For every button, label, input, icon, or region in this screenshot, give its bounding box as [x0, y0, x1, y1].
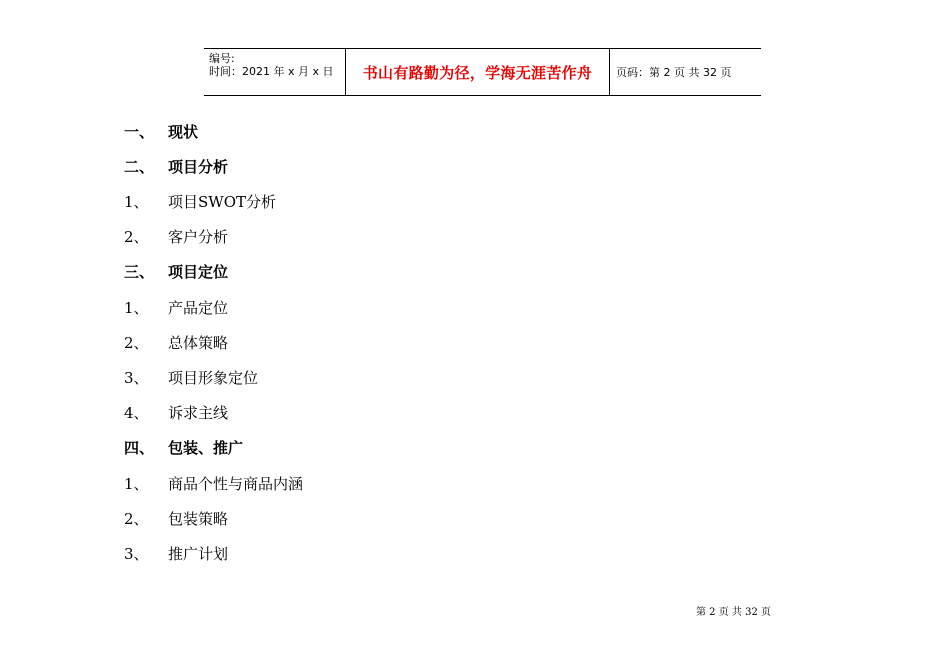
toc-item-text: 项目形象定位	[168, 368, 259, 387]
header-motto: 书山有路勤为径，学海无涯苦作舟	[346, 49, 610, 95]
toc-item-number: 三、	[124, 262, 155, 281]
toc-item	[124, 226, 228, 246]
page-footer-number: 第 2 页 共 32 页	[696, 607, 771, 618]
toc-item-number: 四、	[124, 438, 155, 457]
toc-item	[124, 191, 276, 211]
toc-item-text: 诉求主线	[168, 403, 229, 422]
toc-item	[124, 437, 243, 457]
toc-item-number: 3、	[124, 368, 149, 387]
toc-item-text: 现状	[168, 122, 199, 141]
toc-item-number: 1、	[124, 474, 149, 493]
toc-item-number: 2、	[124, 227, 149, 246]
toc-item-number: 一、	[124, 122, 155, 141]
toc-item-number: 4、	[124, 403, 149, 422]
toc-item	[124, 367, 258, 387]
toc-item-text: 推广计划	[168, 544, 229, 563]
toc-item	[124, 297, 228, 317]
toc-item-number: 二、	[124, 157, 155, 176]
toc-item-text: 包装策略	[168, 509, 229, 528]
toc-item	[124, 473, 303, 493]
toc-item-number: 1、	[124, 192, 149, 211]
toc-item-text: 项目定位	[168, 262, 229, 281]
toc-item	[124, 156, 228, 176]
toc-item-text: 客户分析	[168, 227, 229, 246]
document-date: 时间：2021 年 x 月 x 日	[209, 65, 334, 78]
toc-item-text: 项目分析	[168, 157, 229, 176]
document-number-label: 编号:	[209, 52, 235, 65]
toc-item-text: 商品个性与商品内涵	[168, 474, 304, 493]
header-meta-cell	[204, 49, 346, 95]
toc-item	[124, 402, 228, 422]
toc-item	[124, 332, 228, 352]
toc-item-number: 1、	[124, 298, 149, 317]
header-page-info: 页码：第 2 页 共 32 页	[616, 66, 732, 79]
toc-item-number: 3、	[124, 544, 149, 563]
toc-item-text: 产品定位	[168, 298, 229, 317]
page-header	[204, 48, 761, 96]
toc-item	[124, 543, 228, 563]
toc-item-number: 2、	[124, 509, 149, 528]
toc-item-number: 2、	[124, 333, 149, 352]
toc-item-text: 总体策略	[168, 333, 229, 352]
toc-item-text: 包装、推广	[168, 438, 244, 457]
toc-item	[124, 261, 228, 281]
toc-item-text: 项目SWOT分析	[168, 192, 276, 211]
toc-item	[124, 508, 228, 528]
toc-item	[124, 121, 198, 141]
